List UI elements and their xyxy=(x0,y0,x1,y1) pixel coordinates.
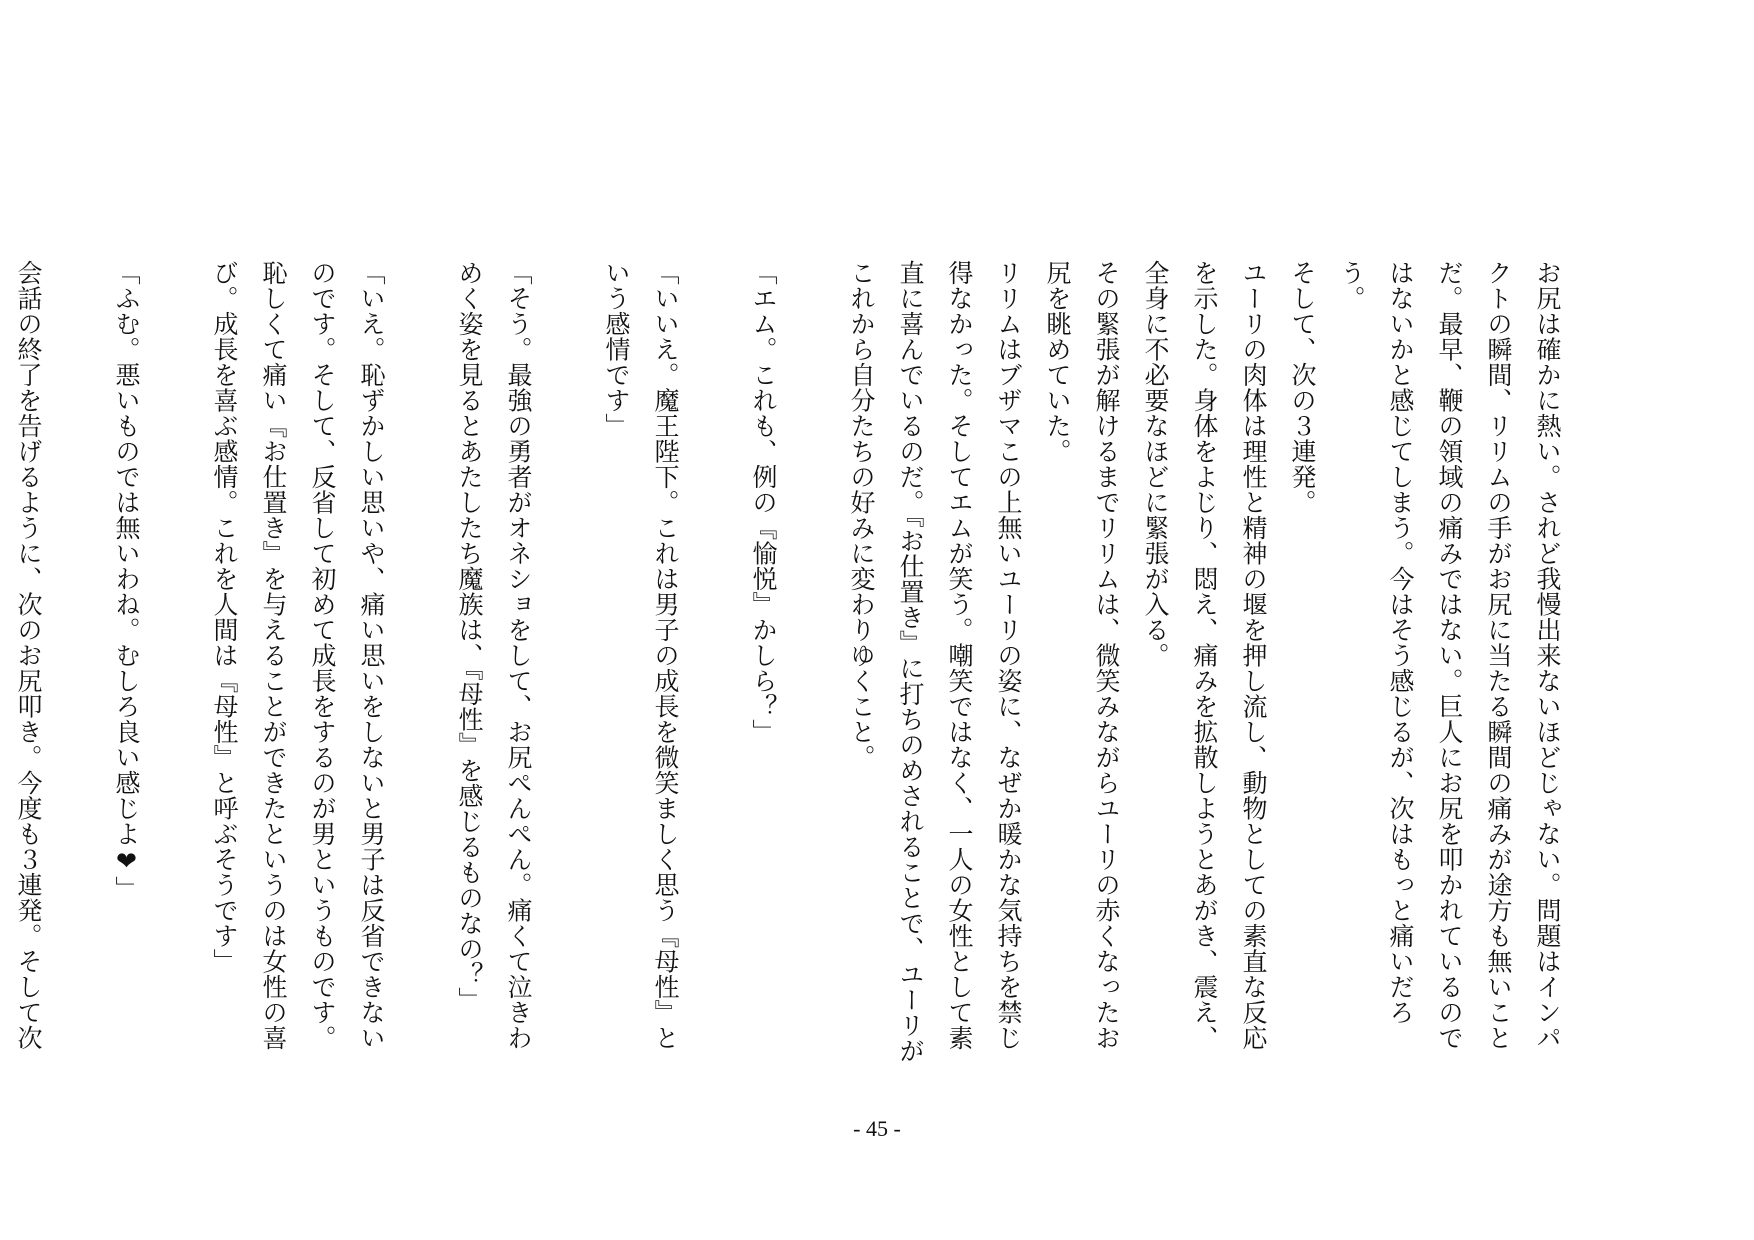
dialogue-line: 「いいえ。魔王陛下。これは男子の成長を微笑ましく思う『母性』という感情です」 xyxy=(602,260,680,1051)
paragraph: お尻は確かに熱い。されど我慢出来ないほどじゃない。問題はインパクトの瞬間、リリムの手がお尻に当たる瞬間の痛みが途方も無いことだ。最早、鞭の領域の痛みではない。巨人にお尻を叩かれているのではないかと感じてしまう。今はそう感じるが、次はもっと痛いだろう。 xyxy=(1337,260,1562,1051)
paragraph: 会話の終了を告げるように、次のお尻叩き。今度も３連発。そして次 xyxy=(14,260,43,1051)
page-number: - 45 - xyxy=(853,1116,901,1141)
paragraph: リリムはブザマこの上無いユーリの姿に、なぜか暖かな気持ちを禁じ得なかった。そしてエムが笑う。嘲笑ではなく、一人の女性として素直に喜んでいるのだ。『お仕置き』に打ちのめされることで、ユーリがこれから自分たちの好みに変わりゆくこと。 xyxy=(847,260,1023,1064)
dialogue-line: 「ふむ。悪いものでは無いわね。むしろ良い感じよ❤」 xyxy=(112,260,141,902)
blank-line xyxy=(543,260,592,1070)
dialogue-line: 「そう。最強の勇者がオネショをして、お尻ぺんぺん。痛くて泣きわめく姿を見るとあたしたち魔族は、『母性』を感じるものなの？」 xyxy=(455,260,533,1051)
blank-line xyxy=(151,260,200,1070)
blank-line xyxy=(788,260,837,1070)
dialogue-line: 「エム。これも、例の『愉悦』かしら？」 xyxy=(749,260,778,745)
paragraph: ユーリの肉体は理性と精神の堰を押し流し、動物としての素直な反応を示した。身体をよじり、悶え、痛みを拡散しようとあがき、震え、全身に不必要なほどに緊張が入る。 xyxy=(1141,260,1268,1051)
paragraph: その緊張が解けるまでリリムは、微笑みながらユーリの赤くなったお尻を眺めていた。 xyxy=(1043,260,1121,1051)
vertical-text-body xyxy=(14,260,1572,1070)
blank-line xyxy=(53,260,102,1070)
dialogue-line: 「いえ。恥ずかしい思いや、痛い思いをしないと男子は反省できないのです。そして、反省して初めて成長をするのが男というものです。恥しくて痛い『お仕置き』を与えることができたというのは女性の喜び。成長を喜ぶ感情。これを人間は『母性』と呼ぶそうです」 xyxy=(210,260,386,1051)
blank-line xyxy=(690,260,739,1070)
blank-line xyxy=(396,260,445,1070)
paragraph: そして、次の３連発。 xyxy=(1288,260,1317,515)
